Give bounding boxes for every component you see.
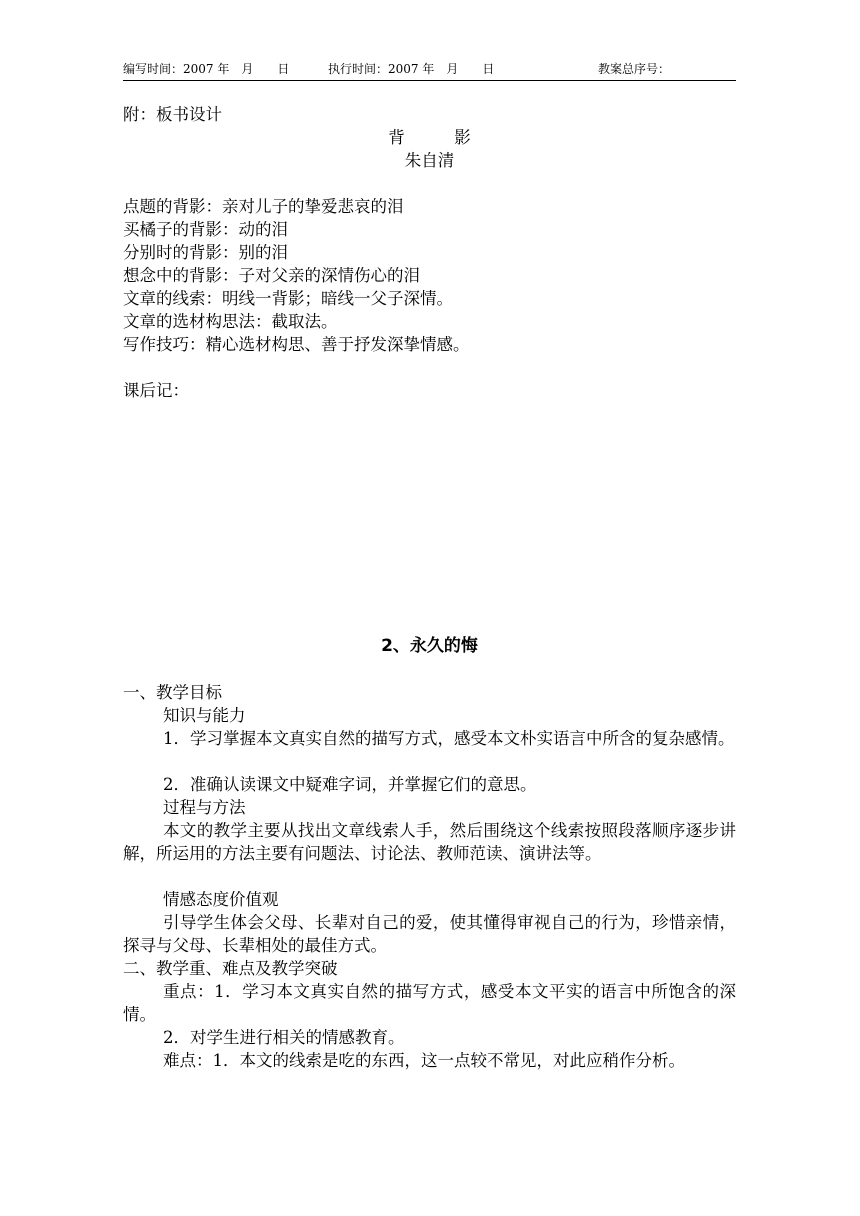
board-author: 朱自清 xyxy=(404,151,455,170)
paragraph: 2．准确认读课文中疑难字词，并掌握它们的意思。 xyxy=(163,775,537,794)
board-line: 写作技巧：精心选材构思、善于抒发深挚情感。 xyxy=(123,335,470,354)
page-header xyxy=(123,62,736,81)
paragraph: 1．学习掌握本文真实自然的描写方式，感受本文朴实语言中所含的复杂感情。 xyxy=(163,729,735,748)
lesson-title: 2、永久的悔 xyxy=(381,636,478,656)
board-line: 点题的背影：亲对儿子的挚爱悲哀的泪 xyxy=(123,197,404,216)
board-line: 想念中的背影：子对父亲的深情伤心的泪 xyxy=(123,266,420,285)
board-line: 分别时的背影：别的泪 xyxy=(123,243,288,262)
board-line: 文章的线索：明线一背影；暗线一父子深情。 xyxy=(123,289,453,308)
board-line: 文章的选材构思法：截取法。 xyxy=(123,312,338,331)
paragraph: 重点：1．学习本文真实自然的描写方式，感受本文平实的语言中所饱含的深情。 xyxy=(123,982,736,1024)
board-line: 买橘子的背影：动的泪 xyxy=(123,220,288,239)
paragraph: 本文的教学主要从找出文章线索人手，然后围绕这个线索按照段落顺序逐步讲解，所运用的方法主要有问题法、讨论法、教师范读、演讲法等。 xyxy=(123,821,736,863)
paragraph: 2．对学生进行相关的情感教育。 xyxy=(163,1028,405,1047)
paragraph: 难点：1．本文的线索是吃的东西，这一点较不常见，对此应稍作分析。 xyxy=(163,1051,685,1070)
board-design-heading: 附：板书设计 xyxy=(123,105,222,124)
subsection-heading: 情感态度价值观 xyxy=(163,890,279,909)
section-heading: 二、教学重、难点及教学突破 xyxy=(123,959,338,978)
lesson-serial: 教案总序号： xyxy=(598,62,671,76)
subsection-heading: 过程与方法 xyxy=(163,798,246,817)
execute-time: 执行时间：2007 年 月 日 xyxy=(328,62,495,76)
after-class-notes: 课后记： xyxy=(123,381,189,400)
paragraph: 引导学生体会父母、长辈对自己的爱，使其懂得审视自己的行为，珍惜亲情，探寻与父母、长辈相处的最佳方式。 xyxy=(123,913,736,955)
subsection-heading: 知识与能力 xyxy=(163,706,246,725)
section-heading: 一、教学目标 xyxy=(123,683,222,702)
board-title: 背 影 xyxy=(388,128,471,147)
compose-time: 编写时间：2007 年 月 日 xyxy=(123,62,290,76)
